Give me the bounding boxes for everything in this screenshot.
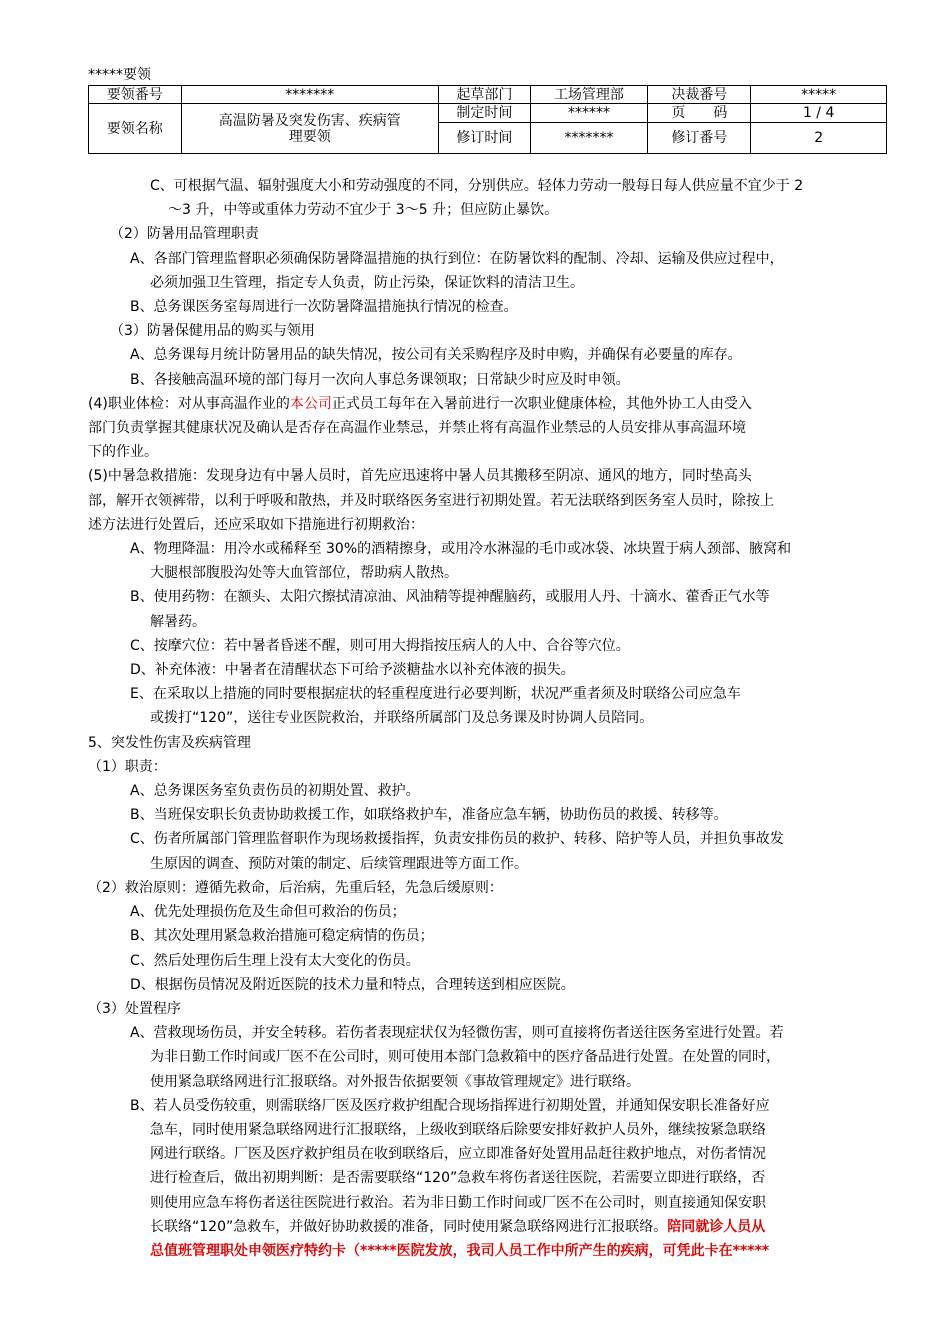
body-line bbox=[110, 827, 885, 851]
body-line bbox=[110, 561, 885, 585]
body-line bbox=[110, 1166, 885, 1190]
line-text: （1）职责： bbox=[88, 758, 167, 775]
body-line bbox=[110, 295, 885, 319]
line-text: (4)职业体检：对从事高温作业的 bbox=[88, 395, 290, 412]
line-text: C、伤者所属部门管理监督职作为现场救援指挥，负责安排伤员的救护、转移、陪护等人员，并担负事故发 bbox=[130, 831, 784, 848]
body-line bbox=[88, 755, 885, 779]
body-line bbox=[110, 1045, 885, 1069]
body-line bbox=[110, 271, 885, 295]
body-line bbox=[110, 634, 885, 658]
line-text: A、优先处理损伤危及生命但可救治的伤员； bbox=[130, 904, 406, 921]
body-line bbox=[110, 779, 885, 803]
body-line bbox=[110, 1215, 885, 1239]
line-text: （2）救治原则：遵循先救命，后治病，先重后轻，先急后缓原则： bbox=[88, 879, 503, 896]
body-line bbox=[110, 247, 885, 271]
document-type-label: *****要领 bbox=[88, 67, 151, 83]
line-text: 5、突发性伤害及疾病管理 bbox=[88, 734, 251, 751]
line-text: B、总务课医务室每周进行一次防暑降温措施执行情况的检查。 bbox=[130, 299, 518, 316]
emphasis-text: 总值班管理职处申领医疗特约卡（*****医院发放，我司人员工作中所产生的疾病，可凭此卡在***** bbox=[150, 1242, 770, 1259]
line-text: A、营救现场伤员，并安全转移。若伤者表现症状仅为轻微伤害，则可直接将伤者送往医务室进行处置。若 bbox=[130, 1025, 784, 1042]
body-line bbox=[110, 537, 885, 561]
line-text: ～3 升，中等或重体力劳动不宜少于 3～5 升；但应防止暴饮。 bbox=[168, 202, 559, 219]
line-text: B、其次处理用紧急救治措施可稳定病情的伤员； bbox=[130, 928, 434, 945]
line-text: 解暑药。 bbox=[150, 613, 206, 630]
line-text: 部，解开衣领裤带，以利于呼吸和散热，并及时联络医务室进行初期处置。若无法联络到医务室人员时，除按上 bbox=[88, 492, 774, 509]
rev-time-label: 修订时间 bbox=[439, 123, 530, 154]
line-text: 为非日勤工作时间或厂医不在公司时，则可使用本部门急救箱中的医疗备品进行处置。在处置的同时， bbox=[150, 1049, 780, 1066]
made-value: ****** bbox=[530, 104, 648, 123]
highlight-text: 本公司 bbox=[289, 395, 332, 412]
line-text: 下的作业。 bbox=[88, 444, 158, 461]
body-line bbox=[88, 489, 885, 513]
body-line bbox=[110, 1118, 885, 1142]
line-text: D、根据伤员情况及附近医院的技术力量和特点，合理转送到相应医院。 bbox=[130, 976, 575, 993]
line-text: 则使用应急车将伤者送往医院进行救治。若为非日勤工作时间或厂医不在公司时，则直接通知保安职 bbox=[150, 1194, 766, 1211]
line-text: （3）防暑保健用品的购买与领用 bbox=[110, 323, 315, 340]
line-text: A、物理降温：用冷水或稀释至 30%的酒精擦身，或用冷水淋湿的毛巾或冰袋、冰块置于病人颈部、腋窝和 bbox=[130, 541, 792, 558]
page-value: 1 / 4 bbox=[751, 104, 887, 123]
line-text: B、各接触高温环境的部门每月一次向人事总务课领取；日常缺少时应及时申领。 bbox=[130, 371, 630, 388]
name-value-line-1: 高温防暑及突发伤害、疾病管 bbox=[218, 112, 401, 129]
body-line bbox=[110, 949, 885, 973]
line-text: D、补充体液：中暑者在清醒状态下可给予淡糖盐水以补充体液的损失。 bbox=[130, 662, 575, 679]
line-text-continued: 正式员工每年在入暑前进行一次职业健康体检，其他外协工人由受入 bbox=[331, 395, 752, 412]
body-line bbox=[88, 440, 885, 464]
body-line bbox=[110, 585, 885, 609]
decision-value: ***** bbox=[751, 86, 887, 104]
line-text: 部门负责掌握其健康状况及确认是否存在高温作业禁忌，并禁止将有高温作业禁忌的人员安排从事高温环境 bbox=[88, 420, 746, 437]
header-table bbox=[88, 85, 887, 154]
body-line bbox=[88, 416, 885, 440]
body-line bbox=[110, 1094, 885, 1118]
name-label: 要领名称 bbox=[89, 104, 182, 154]
line-text: A、总务课每月统计防暑用品的缺失情况，按公司有关采购程序及时申购，并确保有必要量的库存。 bbox=[130, 347, 742, 364]
body-line bbox=[110, 1142, 885, 1166]
body-line bbox=[88, 392, 885, 416]
body-line bbox=[88, 731, 885, 755]
body-line bbox=[110, 368, 885, 392]
body-line bbox=[110, 803, 885, 827]
line-text: C、按摩穴位：若中暑者昏迷不醒，则可用大拇指按压病人的人中、合谷等穴位。 bbox=[130, 637, 630, 654]
line-text: B、使用药物：在额头、太阳穴擦拭清凉油、风油精等提神醒脑药，或服用人丹、十滴水、藿香正气水等 bbox=[130, 589, 770, 606]
body-line bbox=[88, 997, 885, 1021]
line-text: 必须加强卫生管理，指定专人负责，防止污染，保证饮料的清洁卫生。 bbox=[150, 274, 584, 291]
name-value-line-2: 理要领 bbox=[288, 128, 331, 145]
body-line bbox=[88, 513, 885, 537]
line-text: 进行检查后，做出初期判断：是否需要联络“120”急救车将伤者送往医院，若需要立即进行联络，否 bbox=[150, 1170, 766, 1187]
line-text: C、可根据气温、辐射强度大小和劳动强度的不同，分别供应。轻体力劳动一般每日每人供应量不宜少于 2 bbox=[150, 178, 804, 194]
line-text: 使用紧急联络网进行汇报联络。对外报告依据要领《事故管理规定》进行联络。 bbox=[150, 1073, 640, 1090]
line-text: 网进行联络。厂医及医疗救护组员在收到联络后，应立即准备好处置用品赶往救护地点，对伤者情况 bbox=[150, 1146, 766, 1163]
dept-value: 工场管理部 bbox=[530, 86, 648, 104]
name-value bbox=[181, 104, 439, 154]
body-line bbox=[110, 900, 885, 924]
body-line bbox=[88, 464, 885, 488]
body-line bbox=[110, 1021, 885, 1045]
line-text: （3）处置程序 bbox=[88, 1000, 181, 1017]
emphasis-text: 陪同就诊人员从 bbox=[667, 1218, 766, 1235]
line-text: A、总务课医务室负责伤员的初期处置、救护。 bbox=[130, 783, 420, 800]
made-label: 制定时间 bbox=[439, 104, 530, 123]
line-text: 急车，同时使用紧急联络网进行汇报联络，上级收到联络后除要安排好救护人员外，继续按紧急联络 bbox=[150, 1121, 766, 1138]
page-label: 页 码 bbox=[648, 104, 751, 123]
rev-no-value: 2 bbox=[751, 123, 887, 154]
body-line bbox=[110, 924, 885, 948]
body-line bbox=[110, 1070, 885, 1094]
body-line bbox=[110, 610, 885, 634]
line-text: A、各部门管理监督职必须确保防暑降温措施的执行到位：在防暑饮料的配制、冷却、运输及供应过程中， bbox=[130, 250, 784, 267]
line-text: 生原因的调查、预防对策的制定、后续管理跟进等方面工作。 bbox=[150, 855, 528, 872]
body-line bbox=[110, 343, 885, 367]
body-line bbox=[110, 852, 885, 876]
decision-label: 决裁番号 bbox=[648, 86, 751, 104]
line-text: 述方法进行处置后，还应采取如下措施进行初期救治： bbox=[88, 516, 424, 533]
rev-no-label: 修订番号 bbox=[648, 123, 751, 154]
body-line bbox=[110, 319, 885, 343]
body-line bbox=[110, 706, 885, 730]
body-line bbox=[110, 198, 885, 222]
line-text: 大腿根部腹股沟处等大血管部位，帮助病人散热。 bbox=[150, 565, 458, 582]
line-text: 或拨打“120”，送往专业医院救治，并联络所属部门及总务课及时协调人员陪同。 bbox=[150, 710, 654, 727]
rev-time-value: ******* bbox=[530, 123, 648, 154]
line-text: 长联络“120”急救车，并做好协助救援的准备，同时使用紧急联络网进行汇报联络。 bbox=[150, 1218, 668, 1235]
body-line bbox=[110, 973, 885, 997]
body-line bbox=[88, 876, 885, 900]
line-text: B、若人员受伤较重，则需联络厂医及医疗救护组配合现场指挥进行初期处置，并通知保安职长准备好应 bbox=[130, 1097, 770, 1114]
line-text: E、在采取以上措施的同时要根据症状的轻重程度进行必要判断，状况严重者须及时联络公司应急车 bbox=[130, 686, 741, 703]
line-text: C、然后处理伤后生理上没有太大变化的伤员。 bbox=[130, 952, 420, 969]
dept-label: 起草部门 bbox=[439, 86, 530, 104]
line-text: (5)中暑急救措施：发现身边有中暑人员时，首先应迅速将中暑人员其搬移至阴凉、通风的地方，同时垫高头 bbox=[88, 468, 752, 485]
body-line bbox=[110, 658, 885, 682]
line-text: B、当班保安职长负责协助救援工作，如联络救护车，准备应急车辆，协助伤员的救援、转移等。 bbox=[130, 807, 728, 824]
number-value: ******* bbox=[181, 86, 439, 104]
body-line bbox=[110, 682, 885, 706]
body-line bbox=[110, 222, 885, 246]
body-line bbox=[110, 174, 885, 198]
number-label: 要领番号 bbox=[89, 86, 182, 104]
body-line bbox=[110, 1191, 885, 1215]
document-body bbox=[88, 174, 885, 1263]
body-line bbox=[110, 1239, 885, 1263]
line-text: （2）防暑用品管理职责 bbox=[110, 226, 259, 243]
